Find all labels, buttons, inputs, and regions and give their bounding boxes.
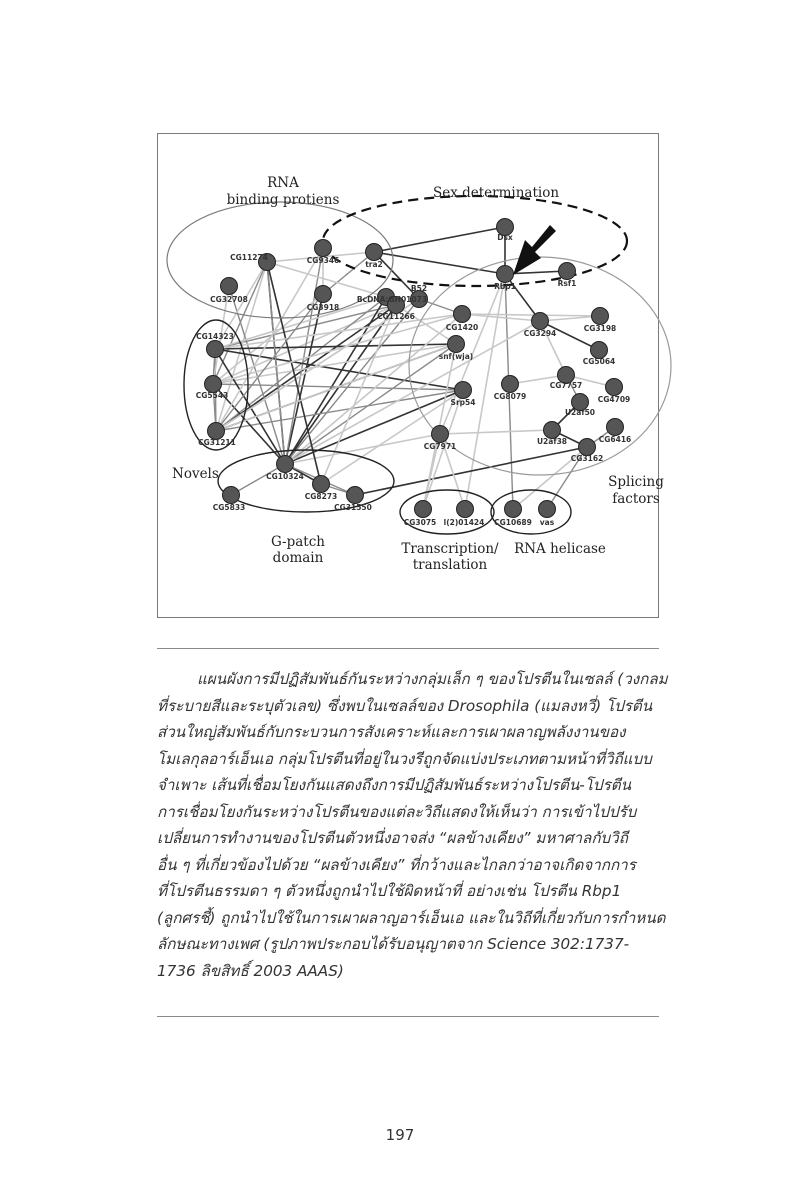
node-label-CG5064: CG5064: [582, 357, 616, 366]
caption-bottom-rule: [157, 1016, 659, 1017]
group-label-transcription-2: translation: [412, 557, 488, 573]
node-label-CG3198: CG3198: [583, 324, 617, 333]
page-number: 197: [385, 1126, 415, 1144]
node-label-B52: B52: [410, 284, 428, 293]
node-label-l2: l(2)01424: [443, 518, 485, 527]
caption-line: 1736 ลิขสิทธิ์ 2003 AAAS): [157, 961, 344, 980]
edge-CG10324-CG7971: [285, 434, 440, 464]
node-label-Rsf1: Rsf1: [557, 279, 577, 288]
caption-line: แผนผังการมีปฏิสัมพันธ์กันระหว่างกลุ่มเล็ก ๆ ของโปรตีนในเซลล์ (วงกลม: [197, 670, 668, 688]
node-label-U2af50: U2af50: [564, 408, 596, 417]
caption-line: ส่วนใหญ่สัมพันธ์กับกระบวนการสังเคราะห์และการเผาผลาญพลังงานของ: [157, 723, 626, 741]
group-label-sex-determination: Sex determination: [432, 185, 560, 201]
caption-line: อื่น ๆ ที่เกี่ยวข้องไปด้วย “ผลข้างเคียง” ที่กว้างและไกลกว่าอาจเกิดจากการ: [157, 855, 636, 874]
node-CG10324: [277, 456, 294, 473]
node-label-U2af38: U2af38: [536, 437, 568, 446]
caption-line: การเชื่อมโยงกันระหว่างโปรตีนของแต่ละวิถีแสดงให้เห็นว่า การเข้าไปปรับ: [157, 802, 637, 821]
node-label-CG3918: CG3918: [306, 303, 340, 312]
node-CG6416: [607, 419, 624, 436]
node-label-CG8273: CG8273: [304, 492, 338, 501]
node-label-Dsx: Dsx: [497, 233, 513, 242]
node-label-snf: snf(wja): [438, 352, 474, 361]
node-label-CG10324: CG10324: [266, 472, 304, 481]
node-label-CG5833: CG5833: [212, 503, 246, 512]
black-arrow-icon: [513, 225, 556, 275]
edge-tra2-Dsx: [374, 227, 505, 252]
node-CG14323: [207, 341, 224, 358]
node-label-CG9346: CG9346: [306, 256, 340, 265]
caption-line: (ลูกศรชี้) ถูกนำไปใช้ในการเผาผลาญอาร์เอ็นเอ และในวิถีที่เกี่ยวกับการกำหนด: [157, 908, 666, 927]
ellipse-sex-determination: [323, 196, 627, 286]
node-Rsf1: [559, 263, 576, 280]
group-label-novels: Novels: [172, 466, 219, 482]
group-label-splicing-2: factors: [612, 491, 660, 507]
node-label-CG6416: CG6416: [598, 435, 632, 444]
protein-network-diagram: [158, 134, 664, 617]
node-label-CG3294: CG3294: [523, 329, 557, 338]
node-label-CG7757: CG7757: [549, 381, 583, 390]
caption-top-rule: [157, 648, 659, 649]
node-Srp54: [455, 382, 472, 399]
node-label-CG8079: CG8079: [493, 392, 527, 401]
node-label-CG7971: CG7971: [423, 442, 457, 451]
node-label-CG4709: CG4709: [597, 395, 631, 404]
node-CG10689: [505, 501, 522, 518]
node-label-CG31211: CG31211: [198, 438, 236, 447]
group-label-rna-binding-1: RNA: [267, 175, 299, 191]
node-vas: [539, 501, 556, 518]
node-CG9346: [315, 240, 332, 257]
node-CG3198: [592, 308, 609, 325]
node-CG3075: [415, 501, 432, 518]
group-label-g-patch-2: domain: [272, 550, 324, 566]
node-label-vas: vas: [539, 518, 555, 527]
node-CG8079: [502, 376, 519, 393]
node-CG8273: [313, 476, 330, 493]
node-label-CG3162: CG3162: [570, 454, 604, 463]
node-tra2: [366, 244, 383, 261]
caption-line: ที่ระบายสีและระบุตัวเลข) ซึ่งพบในเซลล์ของ Drosophila (แมลงหวี่) โปรตีน: [157, 696, 653, 715]
node-label-CG10689: CG10689: [494, 518, 532, 527]
node-CG3294: [532, 313, 549, 330]
group-label-rna-helicase: RNA helicase: [514, 541, 606, 557]
edge-U2af38-CG7971: [440, 430, 552, 434]
node-snf: [448, 336, 465, 353]
node-CG3162: [579, 439, 596, 456]
figure-frame: [157, 133, 664, 618]
node-label-Rbp1: Rbp1: [494, 282, 516, 291]
node-CG31550: [347, 487, 364, 504]
group-label-g-patch-1: G-patch: [271, 534, 325, 550]
node-Rbp1: [497, 266, 514, 283]
node-CG5833: [223, 487, 240, 504]
caption-line: โมเลกุลอาร์เอ็นเอ กลุ่มโปรตีนที่อยู่ในวงรีถูกจัดแบ่งประเภทตามหน้าที่วิถีแบบ: [157, 749, 652, 768]
node-label-CG11266: CG11266: [377, 312, 415, 321]
node-CG4709: [606, 379, 623, 396]
group-label-transcription-1: Transcription/: [401, 541, 499, 557]
node-label-CG5543: CG5543: [195, 391, 229, 400]
node-CG1420: [454, 306, 471, 323]
caption-line: ที่โปรตีนธรรมดา ๆ ตัวหนึ่งถูกนำไปใช้ผิดหน้าที่ อย่างเช่น โปรตีน Rbp1: [157, 882, 622, 900]
figure-caption: [157, 666, 687, 984]
node-label-BcDNA: BcDNA:GH01073: [356, 295, 428, 304]
node-label-tra2: tra2: [365, 260, 383, 269]
caption-line: เปลี่ยนการทำงานของโปรตีนตัวหนึ่งอาจส่ง “ผลข้างเคียง” มหาศาลกับวิถี: [157, 829, 628, 847]
edges-layer: [213, 227, 615, 509]
node-label-CG1420: CG1420: [445, 323, 479, 332]
group-label-splicing-1: Splicing: [608, 474, 664, 490]
node-CG5064: [591, 342, 608, 359]
node-label-CG14323: CG14323: [196, 332, 234, 341]
node-label-CG11274: CG11274: [230, 253, 268, 262]
node-label-CG32708: CG32708: [210, 295, 248, 304]
node-label-CG31550: CG31550: [334, 503, 372, 512]
node-CG32708: [221, 278, 238, 295]
ellipse-rna-helicase: [491, 490, 571, 534]
ellipse-transcription: [400, 490, 494, 534]
node-l2: [457, 501, 474, 518]
node-CG7971: [432, 426, 449, 443]
node-label-CG3075: CG3075: [403, 518, 437, 527]
edge-CG3294-CG3198: [540, 316, 600, 321]
edge-tra2-Rbp1: [374, 252, 505, 274]
node-CG3918: [315, 286, 332, 303]
caption-line: จำเพาะ เส้นที่เชื่อมโยงกันแสดงถึงการมีปฏิสัมพันธ์ระหว่างโปรตีน-โปรตีน: [157, 776, 631, 794]
node-CG31211: [208, 423, 225, 440]
node-label-Srp54: Srp54: [450, 398, 476, 407]
node-CG5543: [205, 376, 222, 393]
node-U2af38: [544, 422, 561, 439]
rbp1-arrow: [513, 225, 556, 275]
caption-line: ลักษณะทางเพศ (รูปภาพประกอบได้รับอนุญาตจาก Science 302:1737-: [157, 935, 630, 953]
group-label-rna-binding-2: binding protiens: [226, 192, 340, 208]
